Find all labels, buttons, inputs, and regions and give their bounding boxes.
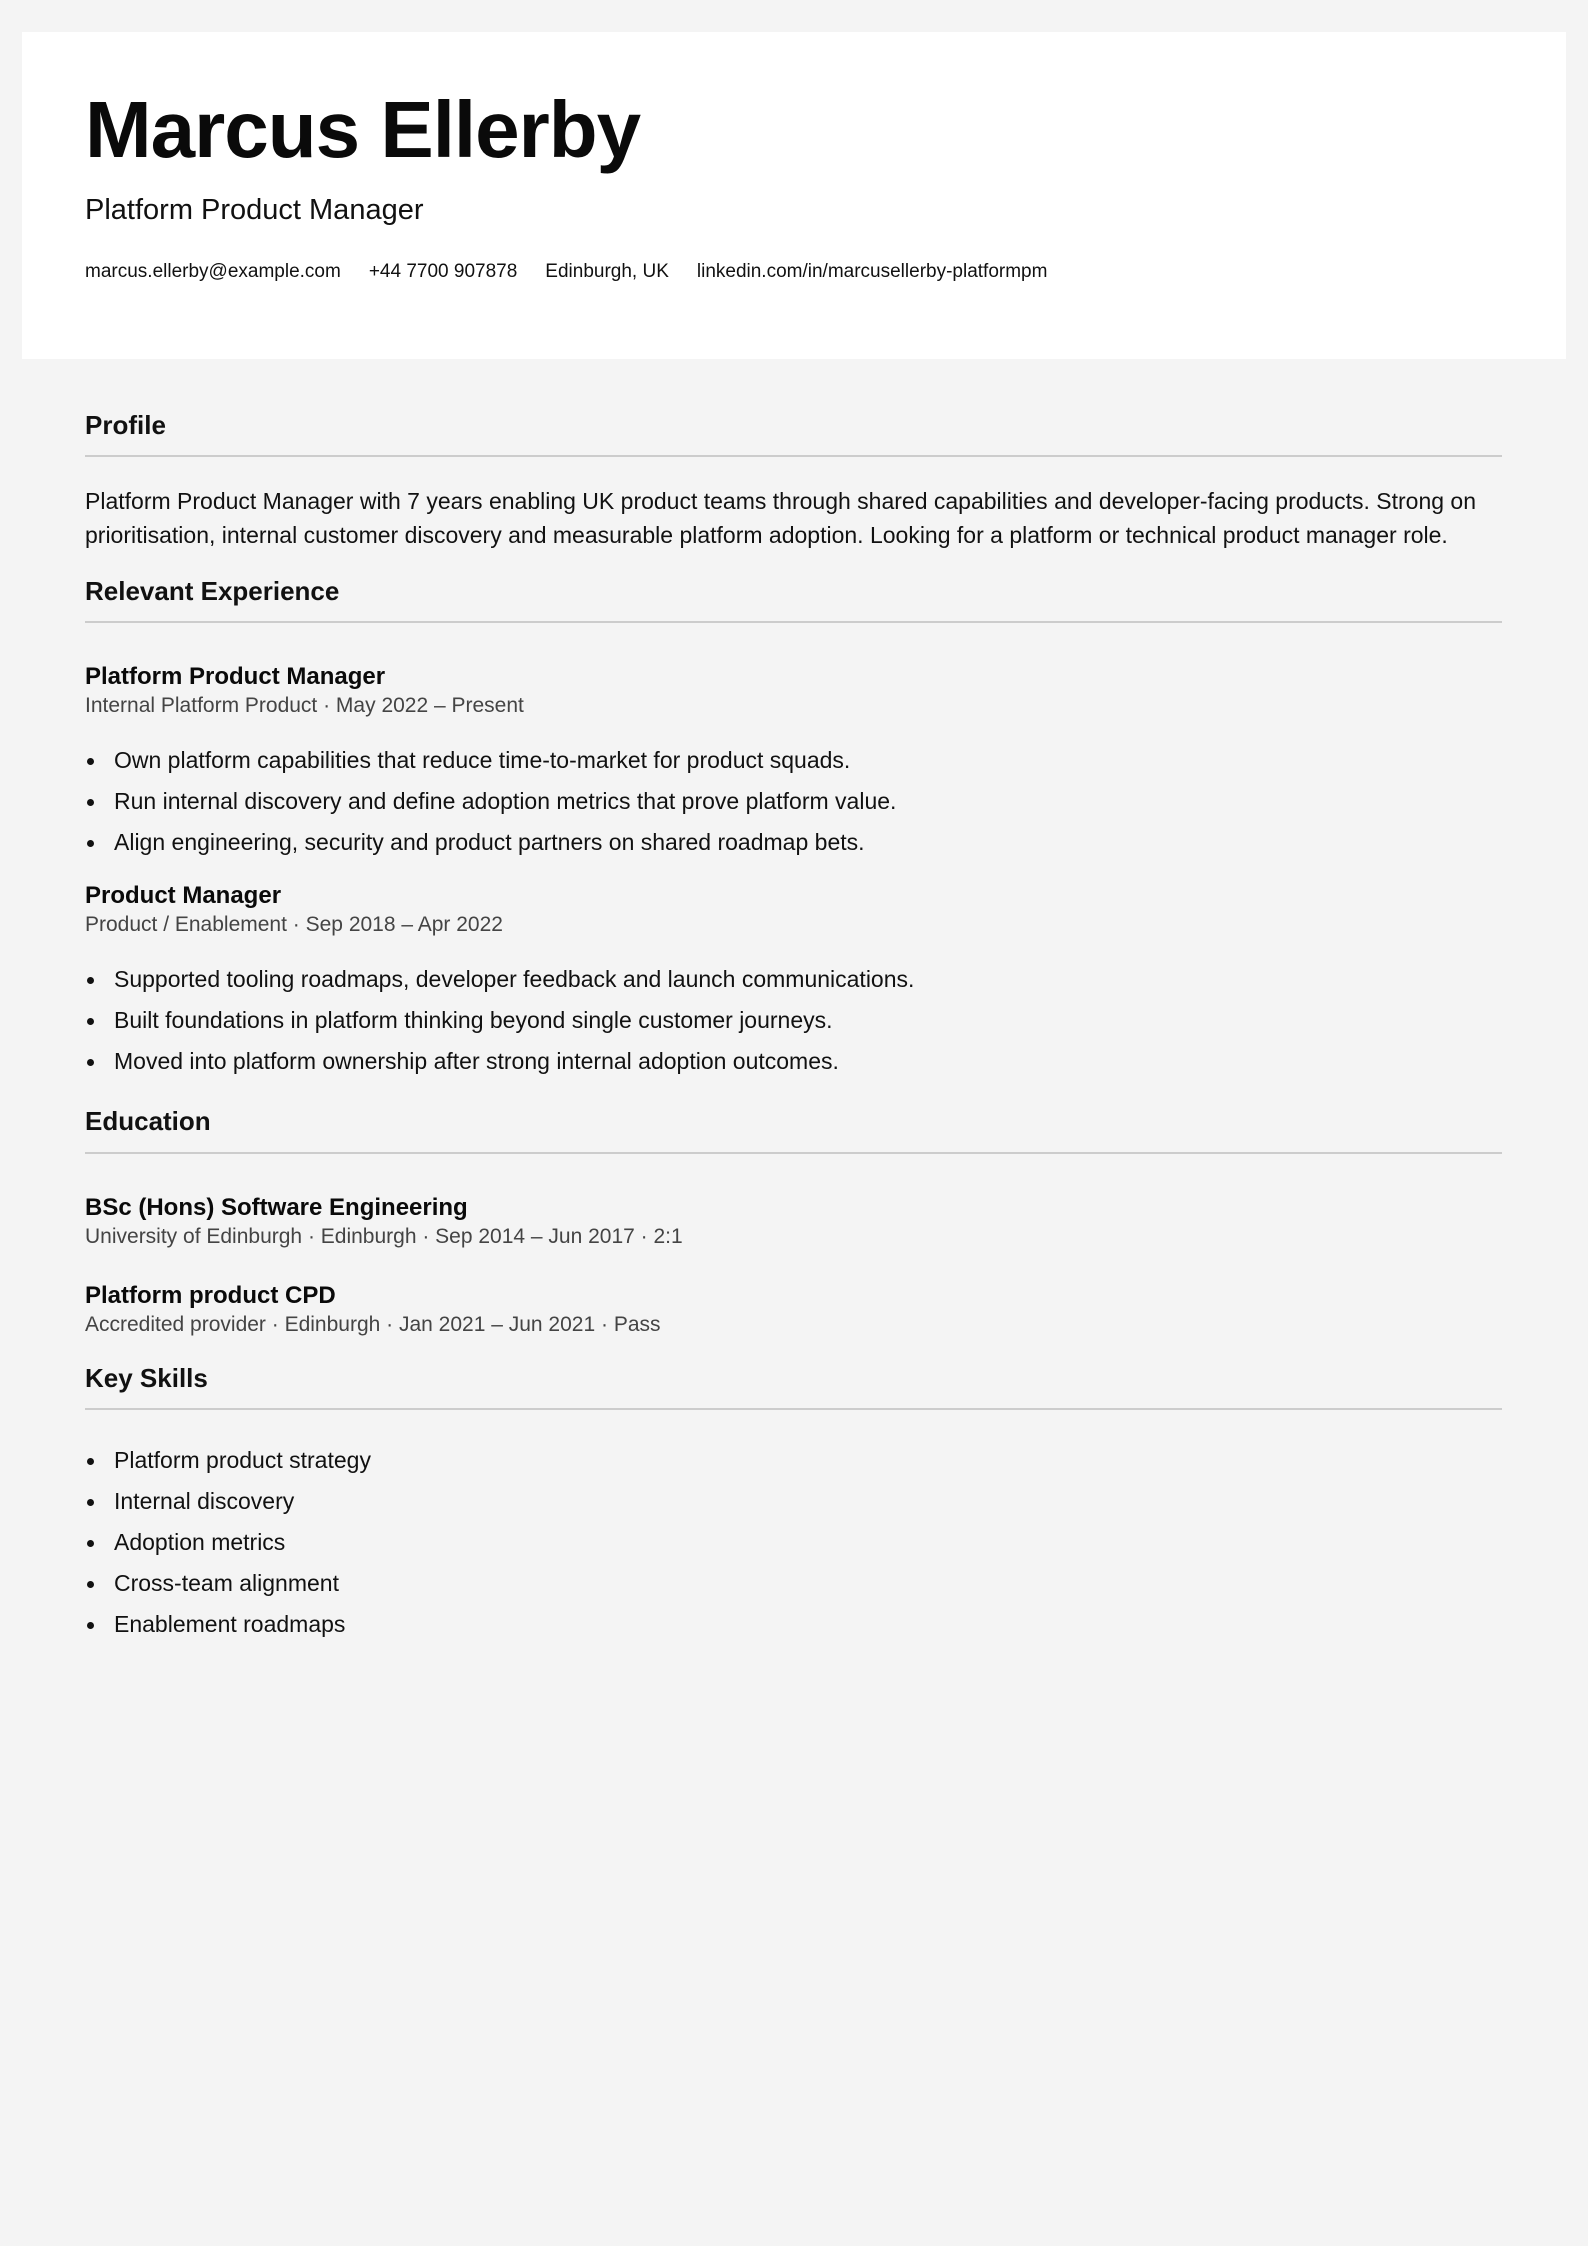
job-bullet: Run internal discovery and define adoption metrics that prove platform value. xyxy=(85,781,1502,822)
contact-email[interactable]: marcus.ellerby@example.com xyxy=(85,261,341,282)
job-meta: Product / Enablement · Sep 2018 – Apr 2022 xyxy=(85,913,503,937)
skill-item: Platform product strategy xyxy=(85,1440,1502,1481)
contact-linkedin[interactable]: linkedin.com/in/marcusellerby-platformpm xyxy=(696,261,1048,282)
job-meta: Internal Platform Product · May 2022 – Present xyxy=(85,694,524,718)
resume-body xyxy=(85,410,1502,1645)
skill-item: Internal discovery xyxy=(85,1481,1502,1522)
education-title: Platform product CPD xyxy=(85,1281,336,1309)
section-divider xyxy=(85,455,1502,457)
profile-summary: Platform Product Manager with 7 years enabling UK product teams through shared capabilities and developer-facing products. Strong on prioritisation, internal customer discovery and measurable platform adoption. Looking for a platform or technical product manager role. xyxy=(85,488,1477,549)
job-entry xyxy=(85,881,1502,1082)
education-list xyxy=(85,1193,1502,1339)
section-title-skills: Key Skills xyxy=(85,1362,208,1393)
education-entry xyxy=(85,1193,1502,1251)
education-section xyxy=(85,1106,1502,1338)
job-bullet: Supported tooling roadmaps, developer feedback and launch communications. xyxy=(85,959,1502,1000)
experience-section xyxy=(85,576,1502,1082)
job-bullets xyxy=(85,959,1502,1082)
job-title: Product Manager xyxy=(85,882,282,910)
skills-section xyxy=(85,1363,1502,1645)
education-entry xyxy=(85,1281,1502,1339)
candidate-role: Platform Product Manager xyxy=(85,194,424,226)
candidate-name: Marcus Ellerby xyxy=(85,85,641,174)
job-bullet: Built foundations in platform thinking beyond single customer journeys. xyxy=(85,1000,1502,1041)
job-entry xyxy=(85,662,1502,863)
section-title-education: Education xyxy=(85,1106,211,1137)
education-title: BSc (Hons) Software Engineering xyxy=(85,1193,468,1221)
job-bullet: Align engineering, security and product partners on shared roadmap bets. xyxy=(85,822,1502,863)
section-divider xyxy=(85,1408,1502,1410)
contact-location: Edinburgh, UK xyxy=(545,261,669,282)
education-meta: Accredited provider · Edinburgh · Jan 2021 – Jun 2021 · Pass xyxy=(85,1312,661,1336)
skill-item: Adoption metrics xyxy=(85,1522,1502,1563)
education-meta: University of Edinburgh · Edinburgh · Sep 2014 – Jun 2017 · 2:1 xyxy=(85,1224,683,1248)
job-title: Platform Product Manager xyxy=(85,663,386,691)
section-title-experience: Relevant Experience xyxy=(85,576,340,607)
resume-header xyxy=(22,32,1566,359)
contact-line xyxy=(85,262,1047,281)
profile-section xyxy=(85,410,1502,552)
section-divider xyxy=(85,1152,1502,1154)
skills-list xyxy=(85,1440,1502,1645)
skill-item: Cross-team alignment xyxy=(85,1563,1502,1604)
section-title-profile: Profile xyxy=(85,410,166,440)
skill-item: Enablement roadmaps xyxy=(85,1604,1502,1645)
job-bullet: Own platform capabilities that reduce time-to-market for product squads. xyxy=(85,740,1502,781)
section-divider xyxy=(85,621,1502,623)
job-bullets xyxy=(85,740,1502,863)
contact-phone[interactable]: +44 7700 907878 xyxy=(368,261,518,282)
job-bullet: Moved into platform ownership after strong internal adoption outcomes. xyxy=(85,1041,1502,1082)
